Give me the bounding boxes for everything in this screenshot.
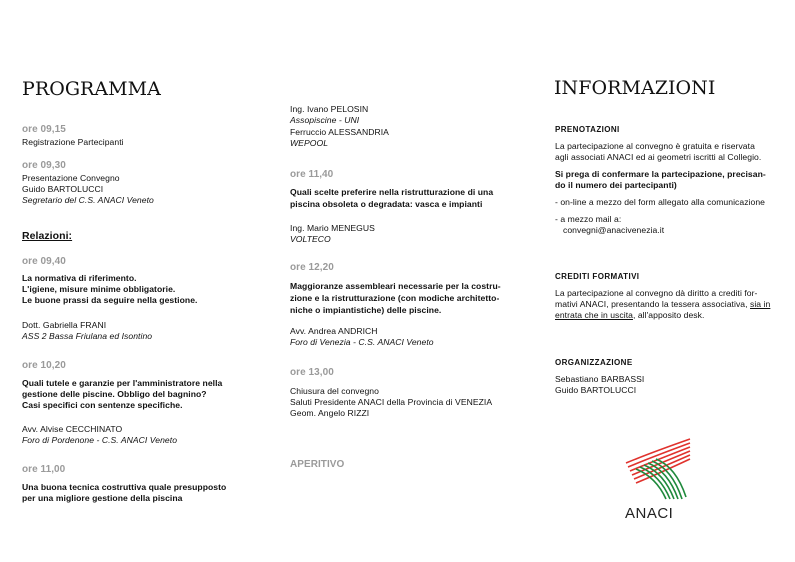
time-0930: ore 09,30 — [22, 160, 66, 171]
talk4-line: piscina obsoleta o degradata: vasca e impianti — [290, 199, 483, 209]
time-0915: ore 09,15 — [22, 124, 66, 135]
online-form-text: - on-line a mezzo del form allegato alla comunicazione — [555, 197, 766, 207]
crediti-text: La partecipazione al convegno dà diritto a crediti for- — [555, 288, 758, 298]
time-1300: ore 13,00 — [290, 367, 334, 378]
prenotazioni-text: La partecipazione al convegno è gratuita e riservata — [555, 141, 755, 151]
talk5-line: zione e la ristrutturazione (con modiche architetto- — [290, 293, 500, 303]
talk2-line: gestione delle piscine. Obbligo del bagnino? — [22, 389, 207, 399]
speaker-pelosin-role: Assopiscine - UNI — [290, 115, 360, 125]
talk2-line: Quali tutele e garanzie per l'amministratore nella — [22, 378, 223, 388]
talk2-line: Casi specifici con sentenze specifiche. — [22, 400, 183, 410]
speaker-menegus-company: VOLTECO — [290, 234, 331, 244]
prenotazioni-text: agli associati ANACI ed ai geometri iscritti al Collegio. — [555, 152, 762, 162]
speaker-pelosin: Ing. Ivano PELOSIN — [290, 104, 369, 114]
aperitivo-label: APERITIVO — [290, 459, 345, 470]
speaker-cecchinato-role: Foro di Pordenone - C.S. ANACI Veneto — [22, 435, 178, 445]
speaker-frani-role: ASS 2 Bassa Friulana ed Isontino — [22, 331, 153, 341]
prenotazioni-heading: PRENOTAZIONI — [555, 125, 620, 134]
crediti-text-part: mativi ANACI, presentando la tessera associativa, — [555, 299, 750, 309]
crediti-heading: CREDITI FORMATIVI — [555, 272, 640, 281]
crediti-underlined: entrata che in uscita — [555, 310, 633, 320]
informazioni-title: INFORMAZIONI — [554, 77, 716, 99]
speaker-menegus: Ing. Mario MENEGUS — [290, 223, 375, 233]
organizer-name: Sebastiano BARBASSI — [555, 374, 645, 384]
organizer-name: Guido BARTOLUCCI — [555, 385, 637, 395]
prenotazioni-bold: do il numero dei partecipanti) — [555, 180, 677, 190]
crediti-text — [555, 310, 704, 321]
time-1100: ore 11,00 — [22, 464, 66, 475]
time-1020: ore 10,20 — [22, 360, 66, 371]
anaci-logo-text: ANACI — [625, 505, 674, 522]
talk1-line: La normativa di riferimento. — [22, 273, 137, 283]
speaker-frani: Dott. Gabriella FRANI — [22, 320, 107, 330]
email-link[interactable]: convegni@anacivenezia.it — [563, 225, 665, 235]
time-1140: ore 11,40 — [290, 169, 334, 180]
organizzazione-heading: ORGANIZZAZIONE — [555, 358, 633, 367]
registrazione-text: Registrazione Partecipanti — [22, 137, 124, 147]
presentazione-text: Presentazione Convegno — [22, 173, 120, 183]
speaker-cecchinato: Avv. Alvise CECCHINATO — [22, 424, 123, 434]
talk3-line: Una buona tecnica costruttiva quale presupposto — [22, 482, 227, 492]
speaker-alessandria-company: WEPOOL — [290, 138, 329, 148]
mail-prefix: - a mezzo mail a: — [555, 214, 622, 224]
programma-title: PROGRAMMA — [22, 78, 161, 100]
time-1220: ore 12,20 — [290, 262, 334, 273]
closing-line: Saluti Presidente ANACI della Provincia di VENEZIA — [290, 397, 493, 407]
closing-line: Geom. Angelo RIZZI — [290, 408, 370, 418]
talk3-line: per una migliore gestione della piscina — [22, 493, 183, 503]
speaker-alessandria: Ferruccio ALESSANDRIA — [290, 127, 389, 137]
speaker-bartolucci-role: Segretario del C.S. ANACI Veneto — [22, 195, 154, 205]
relazioni-heading: Relazioni: — [22, 230, 73, 242]
talk1-line: L'igiene, misure minime obbligatorie. — [22, 284, 176, 294]
talk5-line: Maggioranze assembleari necessarie per la costru- — [290, 281, 501, 291]
speaker-andrich-role: Foro di Venezia - C.S. ANACI Veneto — [290, 337, 434, 347]
speaker-andrich: Avv. Andrea ANDRICH — [290, 326, 378, 336]
time-0940: ore 09,40 — [22, 256, 66, 267]
crediti-text — [555, 299, 770, 310]
closing-line: Chiusura del convegno — [290, 386, 379, 396]
crediti-underlined: sia in — [750, 299, 771, 309]
talk4-line: Quali scelte preferire nella ristrutturazione di una — [290, 187, 494, 197]
speaker-bartolucci: Guido BARTOLUCCI — [22, 184, 104, 194]
crediti-text-part: , all'apposito desk. — [632, 310, 705, 320]
talk1-line: Le buone prassi da seguire nella gestione. — [22, 295, 198, 305]
anaci-logo-icon — [620, 433, 696, 503]
prenotazioni-bold: Si prega di confermare la partecipazione, precisan- — [555, 169, 766, 179]
talk5-line: niche o impiantistiche) delle piscine. — [290, 305, 442, 315]
